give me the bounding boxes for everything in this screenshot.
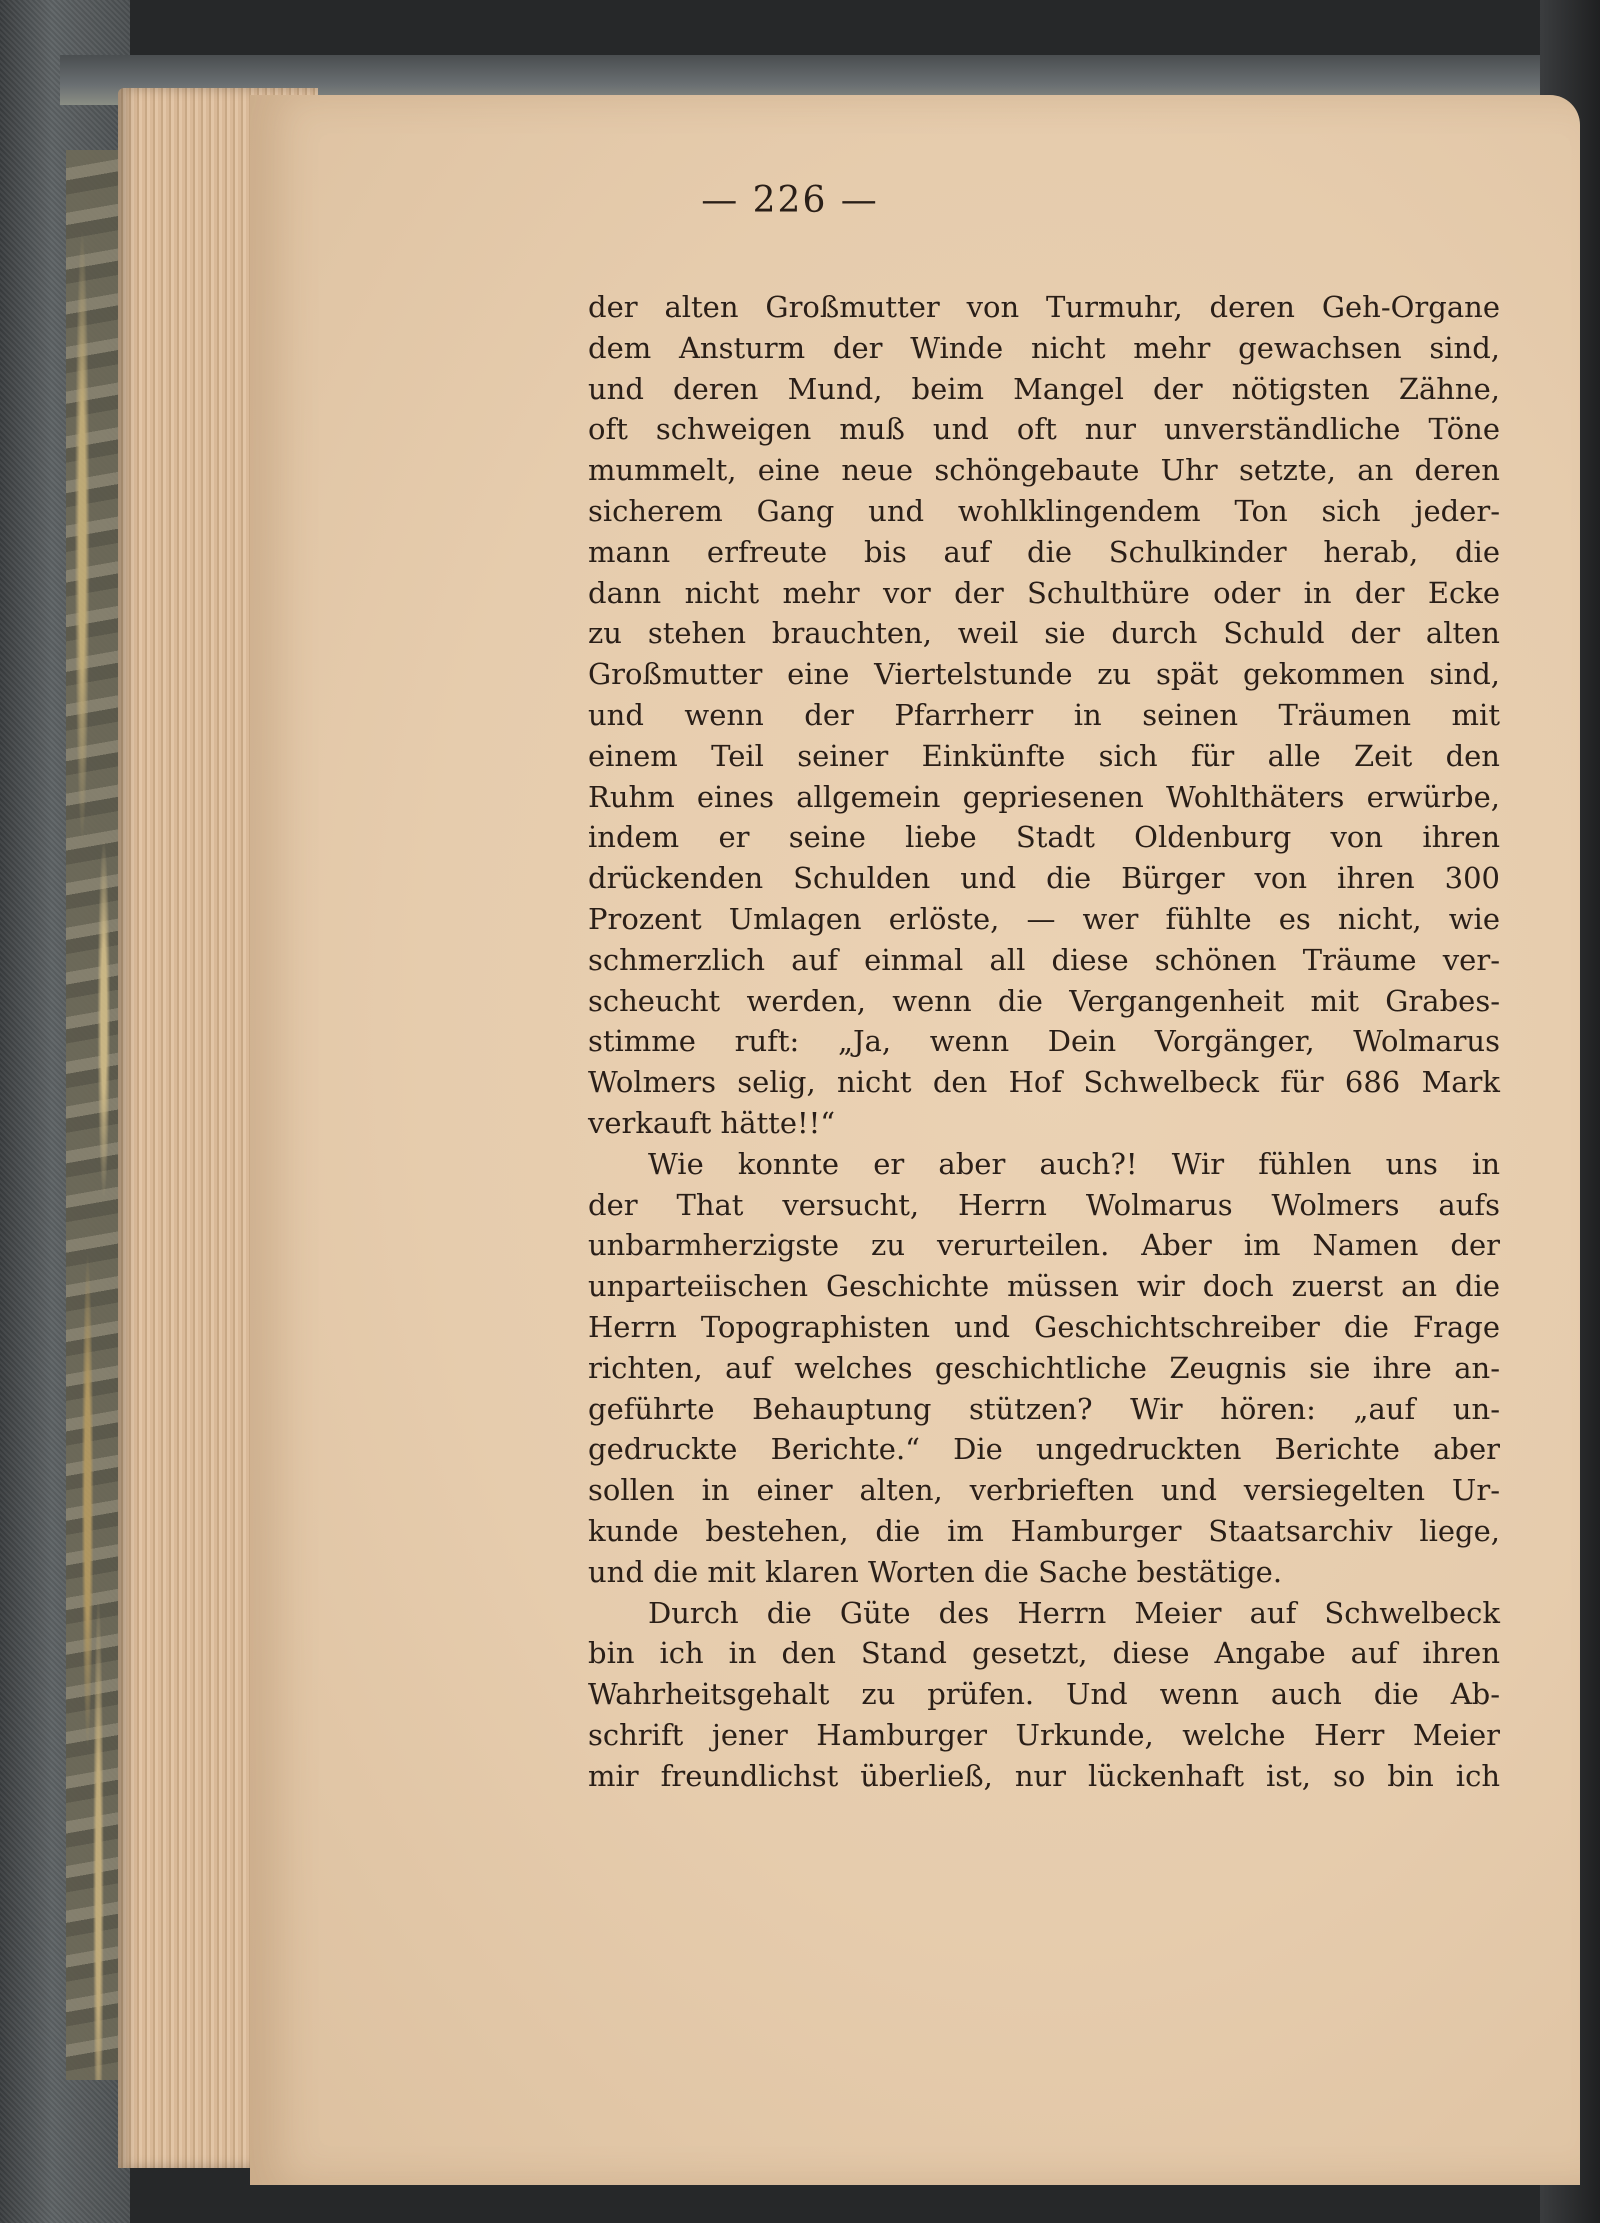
text-line: dann nicht mehr vor der Schulthüre oder in der Ecke xyxy=(588,575,1500,610)
text-line: mummelt, eine neue schöngebaute Uhr setzte, an deren xyxy=(588,453,1500,488)
text-line: und die mit klaren Worten die Sache bestätige. xyxy=(588,1554,1283,1589)
text-line: verkauft hätte!!“ xyxy=(588,1105,836,1140)
text-line: Wolmers selig, nicht den Hof Schwelbeck für 686 Mark xyxy=(588,1065,1500,1100)
text-line: gedruckte Berichte.“ Die ungedruckten Berichte aber xyxy=(588,1432,1500,1467)
text-line: Wahrheitsgehalt zu prüfen. Und wenn auch die Ab- xyxy=(588,1677,1500,1712)
text-line: scheucht werden, wenn die Vergangenheit mit Grabes- xyxy=(588,983,1500,1018)
text-line: kunde bestehen, die im Hamburger Staatsarchiv liege, xyxy=(588,1513,1500,1548)
text-line: Ruhm eines allgemein gepriesenen Wohlthäters erwürbe, xyxy=(588,779,1500,814)
text-line: schrift jener Hamburger Urkunde, welche Herr Meier xyxy=(588,1717,1500,1752)
text-line: oft schweigen muß und oft nur unverständliche Töne xyxy=(588,412,1500,447)
text-line: drückenden Schulden und die Bürger von ihren 300 xyxy=(588,861,1500,896)
text-line: zu stehen brauchten, weil sie durch Schuld der alten xyxy=(588,616,1500,651)
text-line: schmerzlich auf einmal all diese schönen Träume ver- xyxy=(588,942,1500,977)
text-line: und deren Mund, beim Mangel der nötigsten Zähne, xyxy=(588,371,1500,406)
text-line: unbarmherzigste zu verurteilen. Aber im Namen der xyxy=(588,1228,1500,1263)
text-line: sollen in einer alten, verbrieften und versiegelten Ur- xyxy=(588,1473,1500,1508)
text-line: bin ich in den Stand gesetzt, diese Angabe auf ihren xyxy=(588,1636,1500,1671)
text-line: Wie konnte er aber auch?! Wir fühlen uns in xyxy=(648,1146,1500,1181)
text-line: sicherem Gang und wohlklingendem Ton sich jeder- xyxy=(588,493,1500,528)
text-line: stimme ruft: „Ja, wenn Dein Vorgänger, Wolmarus xyxy=(588,1024,1500,1059)
marbled-endpaper xyxy=(66,150,120,2080)
text-line: und wenn der Pfarrherr in seinen Träumen mit xyxy=(588,697,1500,732)
text-line: Herrn Topographisten und Geschichtschreiber die Frage xyxy=(588,1309,1500,1344)
text-line: geführte Behauptung stützen? Wir hören: „auf un- xyxy=(588,1391,1500,1426)
text-line: mann erfreute bis auf die Schulkinder herab, die xyxy=(588,534,1500,569)
text-line: der That versucht, Herrn Wolmarus Wolmers aufs xyxy=(588,1187,1500,1222)
text-line: Großmutter eine Viertelstunde zu spät gekommen sind, xyxy=(588,657,1500,692)
text-line: mir freundlichst überließ, nur lückenhaft ist, so bin ich xyxy=(588,1758,1500,1793)
text-line: dem Ansturm der Winde nicht mehr gewachsen sind, xyxy=(588,330,1500,365)
text-line: einem Teil seiner Einkünfte sich für alle Zeit den xyxy=(588,738,1500,773)
text-line: der alten Großmutter von Turmuhr, deren Geh-Organe xyxy=(588,290,1500,324)
body-text xyxy=(588,287,1500,1796)
text-line: indem er seine liebe Stadt Oldenburg von ihren xyxy=(588,820,1500,855)
text-line: unparteiischen Geschichte müssen wir doch zuerst an die xyxy=(588,1269,1500,1304)
text-line: Durch die Güte des Herrn Meier auf Schwelbeck xyxy=(648,1595,1500,1630)
text-line: richten, auf welches geschichtliche Zeugnis sie ihre an- xyxy=(588,1350,1500,1385)
text-line: Prozent Umlagen erlöste, — wer fühlte es nicht, wie xyxy=(588,901,1500,936)
page-number: — 226 — xyxy=(701,180,879,221)
